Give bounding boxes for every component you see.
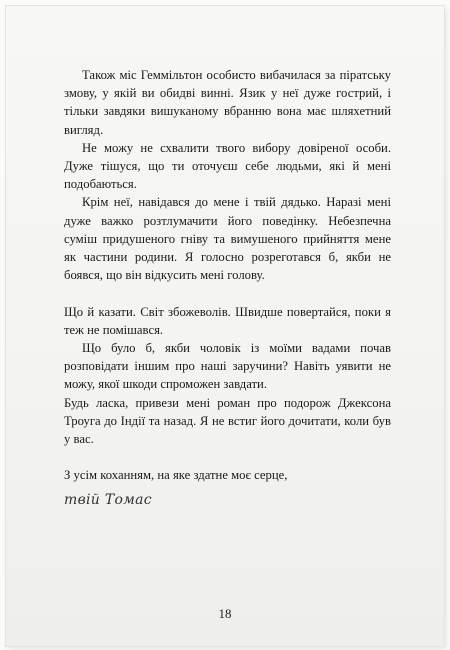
letter-paragraph: Що й казати. Світ збожеволів. Швидше повертайся, поки я теж не помішався. xyxy=(64,304,391,337)
letter-signature: твій Томас xyxy=(64,491,152,508)
letter-paragraph: Будь ласка, привези мені роман про подорож Джексона Троуга до Індії та назад. Я не встиг його дочитати, коли був у вас. xyxy=(64,395,391,447)
paragraph-gap xyxy=(64,284,391,302)
letter-paragraph: Що було б, якби чоловік із моїми вадами почав розповідати іншим про наші заручини? Навіть уявити не можу, якої шкоди спроможен завдати. xyxy=(64,341,391,392)
letter-body xyxy=(64,66,391,509)
paragraph-gap xyxy=(64,448,391,466)
letter-closing: З усім коханням, на яке здатне моє серце, xyxy=(64,468,288,483)
letter-paragraph: Крім неї, навідався до мене і твій дядько. Наразі мені дуже важко розтлумачити його поведінку. Небезпечна суміш придушеного гніву та вимушеного прийняття мене як частини родини. Я голосно розреготався б, якби не боявся, що він відкусить мені голову. xyxy=(64,195,391,283)
letter-paragraph: Також міс Геммільтон особисто вибачилася за піратську змову, у якій ви обидві винні. Язик у неї дуже гострий, і тільки завдяки вишуканому вбранню вона має шляхетний вигляд. xyxy=(64,68,391,137)
page-number: 18 xyxy=(218,606,232,621)
letter-paragraph: Не можу не схвалити твого вибору довіреної особи. Дуже тішуся, що ти оточуєш себе людьми, які й мені подобаються. xyxy=(64,140,391,192)
